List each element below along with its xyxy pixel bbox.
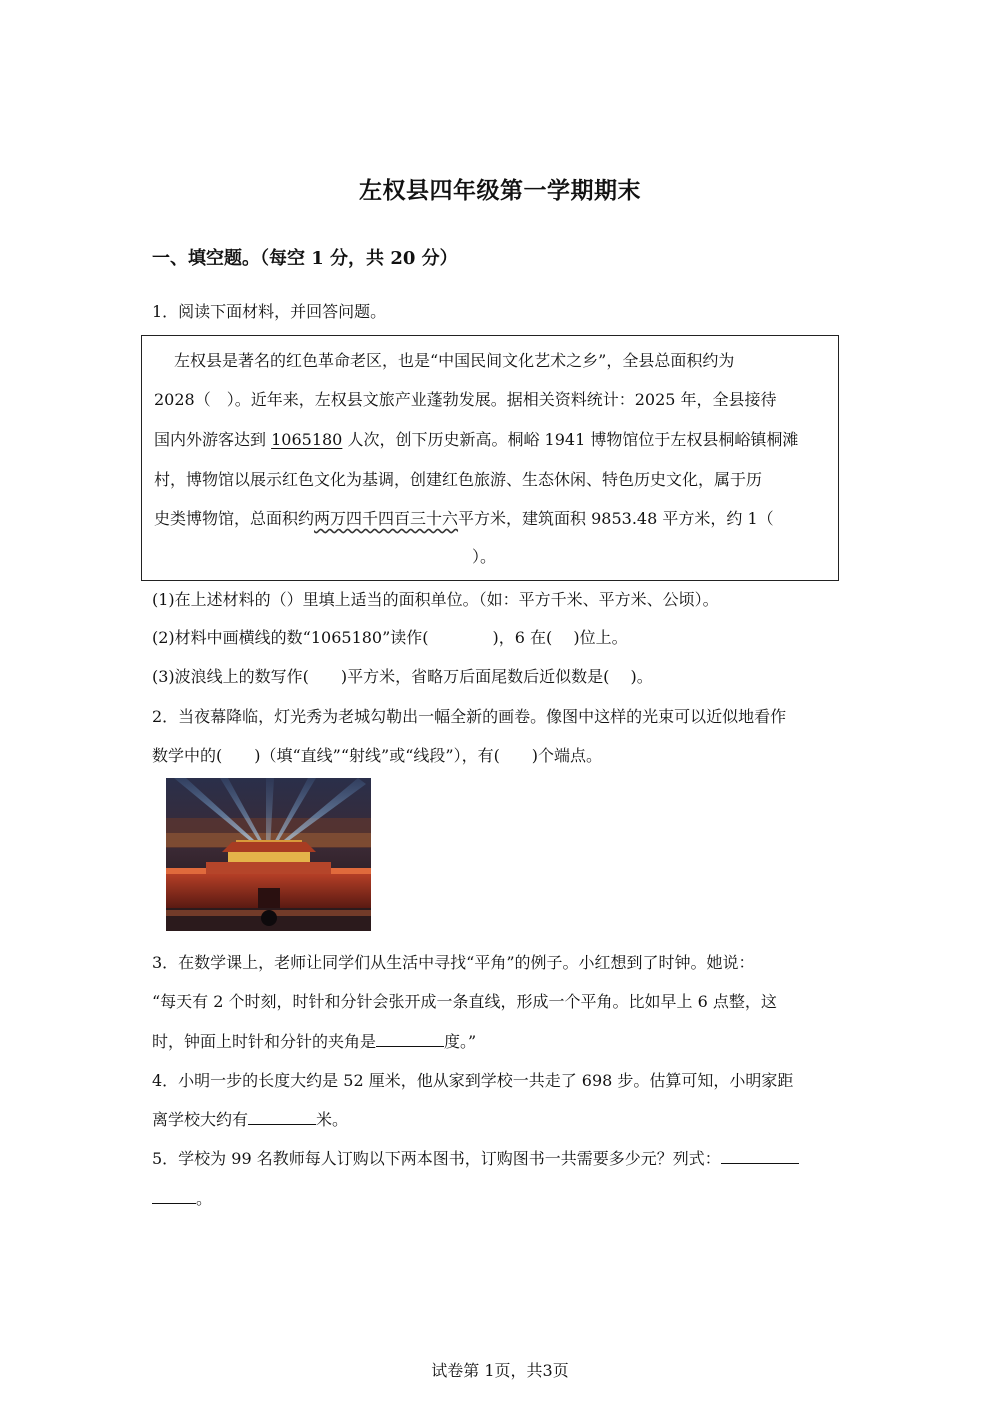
wavy-underlined-number: 两万四千四百三十六	[314, 509, 459, 528]
page-title: 左权县四年级第一学期期末	[359, 177, 641, 204]
material-line-3-end: 人次，创下历史新高。桐峪 1941 博物馆位于左权县桐峪镇桐滩	[342, 430, 799, 449]
question-3-line-3	[152, 1029, 476, 1052]
question-5-line-2	[152, 1186, 212, 1209]
question-3-line-3-start: 时，钟面上时针和分针的夹角是	[152, 1032, 377, 1051]
question-1-sub-1: (1)在上述材料的（）里填上适当的面积单位。（如：平方千米、平方米、公顷）。	[152, 590, 719, 609]
question-5-line-2-end: 。	[196, 1189, 213, 1208]
underlined-number: 1065180	[271, 430, 343, 449]
question-4-line-2-end: 米。	[316, 1110, 349, 1129]
question-4-line-2-start: 离学校大约有	[152, 1110, 249, 1129]
material-line-3-start: 国内外游客达到	[154, 430, 272, 449]
question-3-line-2: “每天有 2 个时刻，时针和分针会张开成一条直线，形成一个平角。比如早上 6 点整，这	[152, 992, 777, 1011]
material-line-5-end: 平方米，建筑面积 9853.48 平方米，约 1（	[458, 509, 774, 528]
answer-blank-formula-2[interactable]	[152, 1187, 196, 1204]
question-4-line-1: 4．小明一步的长度大约是 52 厘米，他从家到学校一共走了 698 步。估算可知，小明家距	[152, 1071, 794, 1090]
material-line-5	[154, 506, 774, 529]
material-line-1: 左权县是著名的红色革命老区，也是“中国民间文化艺术之乡”，全县总面积约为	[174, 351, 735, 370]
material-line-5-start: 史类博物馆，总面积约	[154, 509, 315, 528]
night-light-show-photo	[166, 778, 371, 931]
answer-blank-formula-1[interactable]	[721, 1147, 799, 1164]
answer-blank-angle[interactable]	[376, 1030, 444, 1047]
material-line-3	[154, 427, 798, 450]
reading-material-box	[141, 335, 839, 581]
material-line-4: 村，博物馆以展示红色文化为基调，创建红色旅游、生态休闲、特色历史文化，属于历	[154, 470, 763, 489]
question-3-line-1: 3．在数学课上，老师让同学们从生活中寻找“平角”的例子。小红想到了时钟。她说：	[152, 953, 755, 972]
answer-blank-distance[interactable]	[248, 1108, 316, 1125]
question-3-line-3-end: 度。”	[444, 1032, 477, 1051]
material-line-2: 2028（ ）。近年来，左权县文旅产业蓬勃发展。据相关资料统计：2025 年，全县接待	[154, 390, 777, 409]
question-1-intro: 1．阅读下面材料，并回答问题。	[152, 302, 387, 321]
question-1-sub-3: (3)波浪线上的数写作( )平方米，省略万后面尾数后近似数是( )。	[152, 667, 653, 686]
page-footer: 试卷第 1页，共3页	[431, 1361, 569, 1380]
question-5-line-1	[152, 1146, 799, 1169]
question-4-line-2	[152, 1107, 348, 1130]
material-line-6: ）。	[472, 547, 497, 566]
question-5-line-1-text: 5．学校为 99 名教师每人订购以下两本图书，订购图书一共需要多少元？列式：	[152, 1149, 721, 1168]
question-1-sub-2: (2)材料中画横线的数“1065180”读作( )，6 在( )位上。	[152, 628, 628, 647]
question-2-line-1: 2．当夜幕降临，灯光秀为老城勾勒出一幅全新的画卷。像图中这样的光束可以近似地看作	[152, 707, 787, 726]
question-2-line-2: 数学中的( )（填“直线”“射线”或“线段”），有( )个端点。	[152, 746, 603, 765]
section-heading: 一、填空题。（每空 1 分，共 20 分）	[152, 248, 458, 269]
